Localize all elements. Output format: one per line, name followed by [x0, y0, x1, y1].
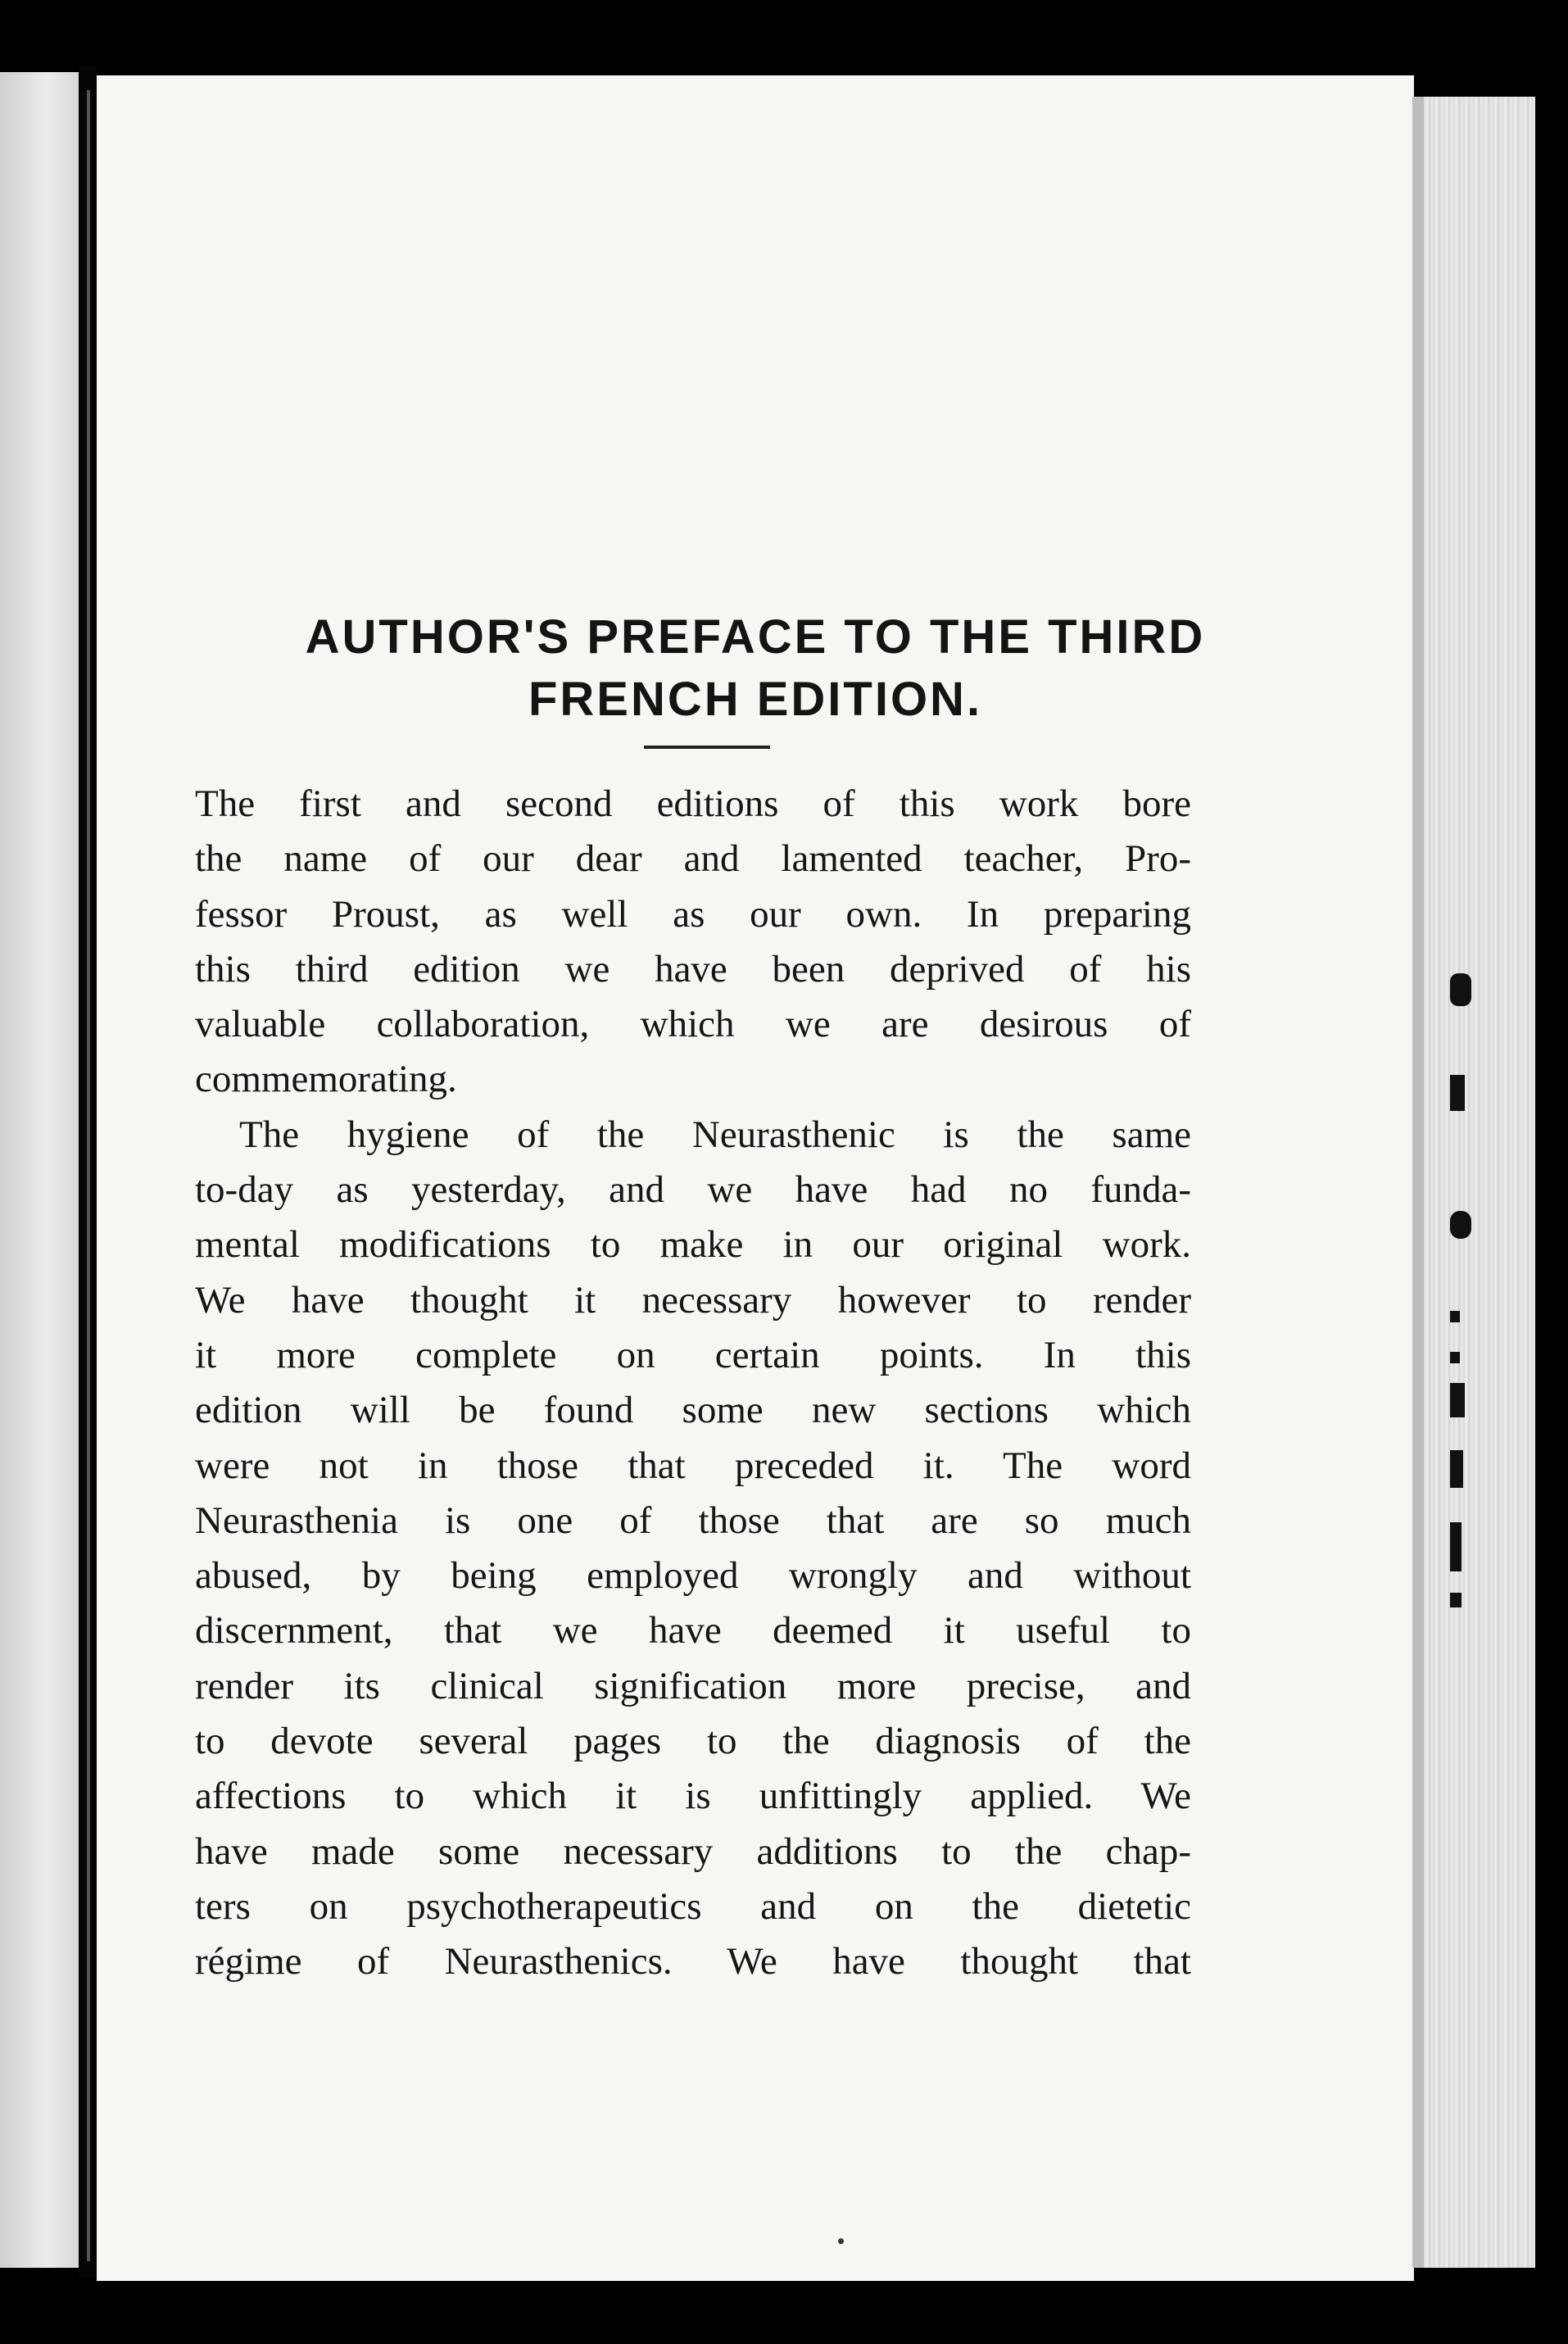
page-edge-shadow	[1412, 97, 1424, 2268]
previous-page-edge	[0, 72, 79, 2268]
page-content	[97, 75, 1414, 2281]
edge-mark	[1450, 973, 1471, 1006]
text-line: it more complete on certain points. In this	[195, 1333, 1191, 1376]
text-line: to devote several pages to the diagnosis of the	[195, 1720, 1191, 1763]
edge-mark	[1450, 1383, 1465, 1417]
text-line: Neurasthenia is one of those that are so much	[195, 1498, 1191, 1542]
edge-mark	[1450, 1352, 1460, 1363]
preface-body	[195, 777, 1191, 1990]
text-line: mental modifications to make in our original work.	[195, 1223, 1191, 1267]
edge-mark	[1450, 1211, 1471, 1239]
gutter-line	[87, 90, 90, 2261]
text-line: régime of Neurasthenics. We have thought that	[195, 1940, 1191, 1984]
edge-mark	[1450, 1522, 1462, 1571]
edge-mark	[1450, 1311, 1460, 1322]
text-line: the name of our dear and lamented teacher, Pro-	[195, 837, 1191, 881]
text-line: were not in those that preceded it. The word	[195, 1444, 1191, 1487]
text-line: The first and second editions of this work bore	[195, 782, 1191, 825]
text-line: render its clinical signification more precise, and	[195, 1664, 1191, 1707]
text-line: to-day as yesterday, and we have had no funda-	[195, 1168, 1191, 1212]
heading-rule	[644, 746, 770, 749]
edge-mark	[1450, 1075, 1465, 1111]
text-line: valuable collaboration, which we are desirous of	[195, 1003, 1191, 1046]
page-block-edges	[1412, 97, 1535, 2268]
text-line: commemorating.	[195, 1058, 457, 1101]
page-speck	[838, 2238, 844, 2244]
text-line: discernment, that we have deemed it useful to	[195, 1609, 1191, 1653]
edge-mark	[1450, 1450, 1463, 1488]
heading-line: AUTHOR'S PREFACE TO THE THIRD	[305, 610, 1206, 664]
text-line: have made some necessary additions to the chap-	[195, 1829, 1191, 1873]
edge-mark	[1450, 1593, 1462, 1607]
preface-heading	[97, 606, 1414, 731]
text-line: abused, by being employed wrongly and without	[195, 1554, 1191, 1598]
text-line: The hygiene of the Neurasthenic is the same	[239, 1113, 1191, 1156]
text-line: this third edition we have been deprived of his	[195, 947, 1191, 991]
text-line: ters on psychotherapeutics and on the dietetic	[195, 1884, 1191, 1928]
text-line: affections to which it is unfittingly applied. We	[195, 1775, 1191, 1818]
heading-line: FRENCH EDITION.	[528, 673, 983, 726]
text-line: We have thought it necessary however to render	[195, 1278, 1191, 1322]
text-line: edition will be found some new sections which	[195, 1389, 1191, 1432]
text-line: fessor Proust, as well as our own. In preparing	[195, 892, 1191, 936]
